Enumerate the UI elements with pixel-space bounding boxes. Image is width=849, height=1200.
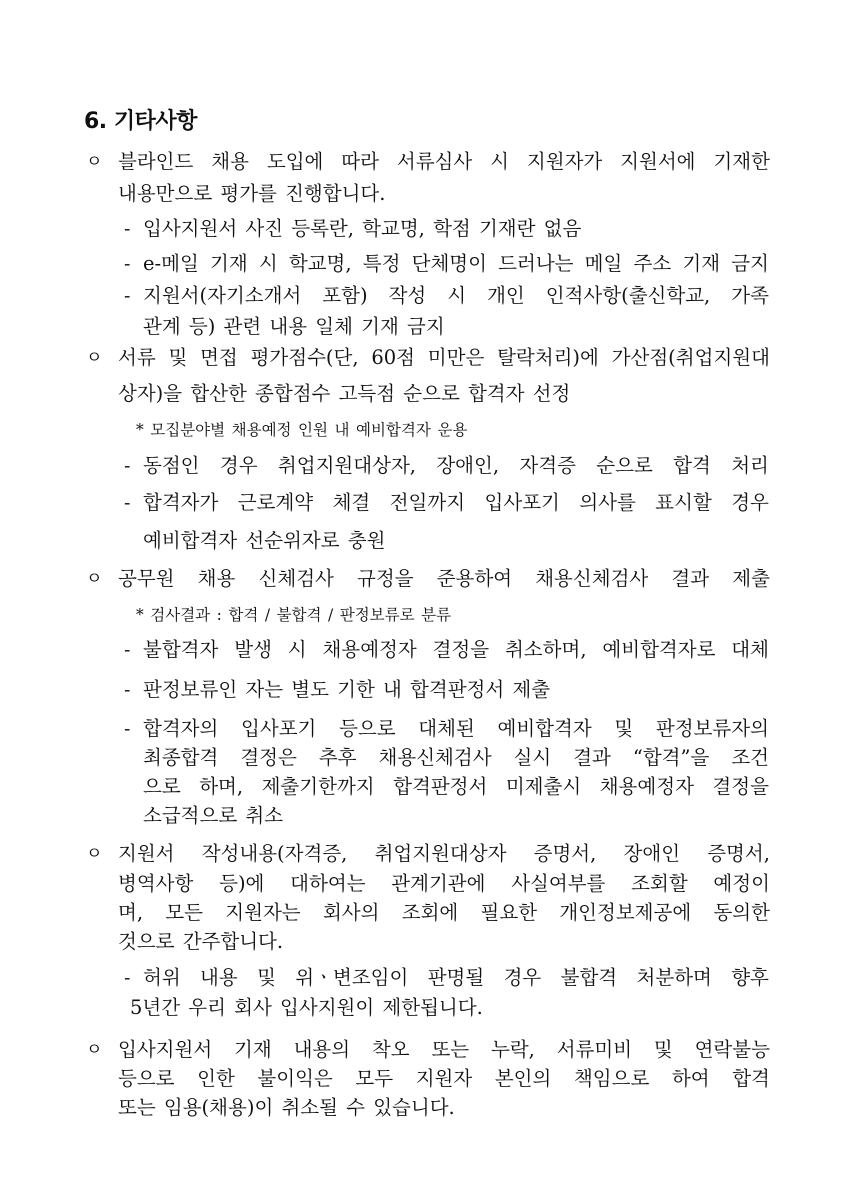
word: 입사지원서: [118, 1038, 213, 1061]
word: 대하여는: [290, 872, 366, 895]
word: /: [328, 606, 334, 624]
word: 처리: [731, 454, 769, 477]
word: 개인: [487, 284, 525, 307]
text-line: [118, 1096, 518, 1120]
word: 또는: [431, 1038, 470, 1061]
word: 포함): [322, 284, 368, 307]
word: 신체검사: [258, 567, 334, 590]
word: “합격”을: [632, 746, 710, 769]
word: 작성내용(자격증,: [201, 842, 348, 865]
word: 채용: [197, 567, 236, 590]
word: 채용예정: [231, 421, 292, 439]
word: 미제출시: [505, 775, 582, 798]
word: 제한됩니다.: [382, 996, 483, 1019]
text-line: [143, 315, 523, 339]
dash-marker: -: [124, 492, 131, 514]
word: 지원자: [415, 1067, 473, 1090]
word: :: [216, 606, 222, 624]
word: 순으로: [596, 454, 653, 477]
word: 제출: [732, 567, 770, 590]
word: 책임으로: [573, 1067, 650, 1090]
bullet-marker: ㅇ: [86, 152, 103, 172]
word: 증명서,: [533, 842, 597, 865]
word: 제출: [512, 678, 551, 701]
word: 준용하여: [436, 567, 513, 590]
word: 내용의: [293, 1038, 351, 1061]
word: 있습니다.: [373, 1096, 455, 1119]
word: 시: [287, 638, 307, 661]
text-line: [143, 252, 769, 276]
word: 등)에: [219, 872, 265, 895]
word: 공무원: [118, 567, 175, 590]
word: 조회할: [631, 872, 688, 895]
word: 충원: [347, 529, 386, 552]
word: 단체명이: [411, 252, 487, 275]
text-line: [143, 638, 769, 662]
word: 결과: [671, 567, 710, 590]
word: 규정을: [357, 567, 414, 590]
word: 증명서,: [707, 842, 770, 865]
word: 며,: [118, 901, 144, 924]
text-line: [143, 804, 313, 828]
word: 입사지원서: [143, 217, 238, 240]
word: 판정보류인: [143, 678, 238, 701]
word: 채용: [211, 150, 249, 173]
word: 인적사항(출신학교,: [545, 284, 711, 307]
text-line: [143, 491, 769, 515]
text-line: [118, 382, 638, 406]
word: *: [136, 421, 144, 439]
word: 검사결과: [150, 606, 211, 624]
word: 간주합니다.: [182, 930, 284, 953]
word: 추후: [318, 746, 357, 769]
text-line: [118, 872, 770, 896]
text-line: [136, 418, 566, 442]
word: 판명될: [427, 966, 485, 989]
word: 상자)을: [118, 382, 183, 405]
word: e-메일: [143, 252, 199, 275]
word: 지원자가: [526, 150, 603, 173]
word: 조건: [731, 746, 769, 769]
word: 동점인: [143, 454, 200, 477]
word: 특정: [362, 252, 401, 275]
text-line: [143, 217, 683, 241]
word: 결과: [573, 746, 611, 769]
word: 합격: [228, 606, 259, 624]
word: 드러나는: [498, 252, 574, 275]
word: 판정보류자의: [655, 717, 769, 740]
word: 회사의: [322, 901, 380, 924]
word: 학점: [433, 217, 471, 240]
bullet-marker: ㅇ: [86, 1040, 103, 1060]
word: 합격: [673, 454, 711, 477]
word: 경우: [731, 491, 769, 514]
word: 대체: [731, 638, 769, 661]
word: 모집분야별: [150, 421, 226, 439]
word: 체결: [332, 491, 371, 514]
word: 등): [188, 315, 216, 338]
text-line: [143, 529, 423, 553]
word: 예비합격자: [497, 717, 592, 740]
text-line: [143, 966, 769, 990]
word: 기재: [209, 252, 248, 275]
word: 으로: [143, 775, 181, 798]
dash-marker: -: [124, 253, 131, 275]
word: 취소: [245, 804, 284, 827]
word: 취소될: [281, 1096, 338, 1119]
word: 평가점수(단,: [250, 346, 359, 369]
word: 내용: [269, 315, 308, 338]
word: 결정을: [712, 775, 769, 798]
word: 대체된: [418, 717, 475, 740]
word: 지원서(자기소개서: [143, 284, 302, 307]
text-line: [130, 996, 550, 1020]
word: 진행합니다.: [285, 182, 386, 205]
dash-marker: -: [124, 218, 131, 240]
word: 학교명,: [362, 217, 425, 240]
word: 관계: [143, 315, 181, 338]
word: 인한: [197, 1067, 235, 1090]
bullet-marker: ㅇ: [86, 348, 103, 368]
word: 불합격자: [143, 638, 219, 661]
word: 따라: [341, 150, 379, 173]
word: 위ㆍ변조임이: [295, 966, 409, 989]
word: 평가를: [220, 182, 277, 205]
word: 시: [490, 150, 509, 173]
word: 내용: [200, 966, 238, 989]
word: 처분하며: [636, 966, 712, 989]
word: 실시: [513, 746, 552, 769]
word: 서류심사: [396, 150, 473, 173]
word: 관련: [223, 315, 262, 338]
text-line: [143, 746, 769, 770]
word: 사실여부를: [511, 872, 606, 895]
word: 모든: [165, 901, 204, 924]
word: 소급적으로: [143, 804, 238, 827]
word: 일체: [315, 315, 353, 338]
word: 메일: [584, 252, 623, 275]
word: 취소하며,: [504, 638, 587, 661]
word: 기재: [682, 252, 721, 275]
dash-marker: -: [124, 285, 131, 307]
word: 장애인,: [436, 454, 500, 477]
word: 시: [258, 252, 278, 275]
word: 내: [334, 421, 350, 439]
word: 지원자는: [225, 901, 301, 924]
word: 입사포기: [241, 717, 317, 740]
word: 도입에: [266, 150, 324, 173]
word: 병역사항: [118, 872, 194, 895]
word: 예비합격자로: [602, 638, 716, 661]
dash-marker: -: [124, 639, 131, 661]
word: 연락불능: [694, 1038, 770, 1061]
word: 미만은: [427, 346, 485, 369]
word: 60점: [371, 346, 415, 369]
word: 조회에: [401, 901, 459, 924]
text-line: [118, 150, 770, 174]
word: 지원서: [118, 842, 175, 865]
word: 합격: [732, 1067, 770, 1090]
word: 결정을: [432, 638, 490, 661]
word: 취업지원대상자,: [277, 454, 416, 477]
word: 서류미비: [556, 1038, 633, 1061]
word: 및: [614, 717, 634, 740]
word: 기재: [234, 1038, 272, 1061]
word: 인원: [298, 421, 328, 439]
word: 채용예정자: [599, 775, 694, 798]
word: 시: [447, 284, 467, 307]
word: 임용(채용)이: [163, 1096, 274, 1119]
word: 동의한: [713, 901, 770, 924]
text-line: [143, 454, 769, 478]
word: 표시할: [655, 491, 712, 514]
word: 결정은: [240, 746, 297, 769]
word: 및: [168, 346, 188, 369]
word: 및: [653, 1038, 673, 1061]
word: 예비합격자: [355, 421, 431, 439]
word: 내: [383, 678, 402, 701]
word: 면접: [200, 346, 238, 369]
word: 또는: [118, 1096, 156, 1119]
word: 분류: [421, 606, 452, 624]
word: 예정이: [713, 872, 770, 895]
word: 허위: [143, 966, 181, 989]
word: 고득점: [338, 382, 396, 405]
word: 합격자가: [143, 491, 219, 514]
word: 작성: [388, 284, 427, 307]
word: 판정보류로: [339, 606, 415, 624]
word: 가산점(취업지원대: [611, 346, 770, 369]
text-line: [136, 603, 556, 627]
word: 채용신체검사: [378, 746, 492, 769]
word: *: [136, 606, 144, 624]
word: 기재란: [478, 217, 536, 240]
word: 자는: [245, 678, 284, 701]
word: 모두: [355, 1067, 394, 1090]
word: 수: [346, 1096, 366, 1119]
text-line: [143, 775, 769, 799]
word: 개인정보제공에: [559, 901, 692, 924]
text-line: [143, 284, 769, 308]
bullet-marker: ㅇ: [86, 844, 103, 864]
word: 채용예정자: [322, 638, 417, 661]
word: 기재: [361, 315, 399, 338]
section-heading: 6. 기타사항: [84, 109, 197, 134]
word: 지원서에: [620, 150, 696, 173]
word: 합산한: [190, 382, 247, 405]
word: 선정: [532, 382, 571, 405]
word: 블라인드: [118, 150, 194, 173]
word: 경우: [503, 966, 542, 989]
word: 전일까지: [389, 491, 466, 514]
text-line: [118, 346, 770, 370]
word: 및: [257, 966, 276, 989]
word: 근로계약: [237, 491, 314, 514]
text-line: [143, 717, 769, 741]
word: 합격판정서: [410, 678, 505, 701]
word: 하여: [671, 1067, 710, 1090]
word: 예비합격자: [143, 529, 238, 552]
word: 5년간: [130, 996, 181, 1019]
word: 채용신체검사: [535, 567, 649, 590]
text-line: [118, 182, 438, 206]
word: 금지: [731, 252, 769, 275]
word: 누락,: [490, 1038, 535, 1061]
word: 주소: [633, 252, 672, 275]
word: 합격자의: [143, 717, 219, 740]
dash-marker: -: [124, 718, 131, 740]
word: 탈락처리)에: [497, 346, 599, 369]
word: 학교명,: [288, 252, 352, 275]
word: 취업지원대상자: [374, 842, 507, 865]
word: 자격증: [519, 454, 576, 477]
word: 불이익은: [257, 1067, 333, 1090]
text-line: [118, 930, 318, 954]
text-line: [118, 1067, 770, 1091]
word: 등으로: [118, 1067, 175, 1090]
word: 사진: [245, 217, 284, 240]
word: 발생: [234, 638, 272, 661]
word: 입사포기: [484, 491, 560, 514]
word: 없음: [543, 217, 582, 240]
text-line: [118, 1038, 770, 1062]
word: 등으로: [339, 717, 396, 740]
word: 가족: [731, 284, 769, 307]
word: 기재한: [713, 150, 770, 173]
word: 금지: [407, 315, 445, 338]
word: 합격자: [467, 382, 525, 405]
dash-marker: -: [124, 679, 131, 701]
word: 착오: [371, 1038, 410, 1061]
word: 서류: [118, 346, 156, 369]
word: 내용만으로: [118, 182, 213, 205]
word: 것으로: [118, 930, 175, 953]
word: /: [264, 606, 271, 624]
word: 등록란,: [291, 217, 354, 240]
word: 관계기관에: [391, 872, 486, 895]
word: 최종합격: [143, 746, 219, 769]
bullet-marker: ㅇ: [86, 569, 103, 589]
text-line: [118, 842, 770, 866]
dash-marker: -: [124, 455, 131, 477]
word: 필요한: [480, 901, 538, 924]
word: 장애인: [623, 842, 681, 865]
word: 의사를: [579, 491, 636, 514]
word: 별도: [291, 678, 329, 701]
word: 향후: [731, 966, 769, 989]
word: 순으로: [403, 382, 460, 405]
word: 제출기한까지: [261, 775, 375, 798]
word: 본인의: [494, 1067, 552, 1090]
word: 하며,: [199, 775, 244, 798]
text-line: [143, 678, 623, 702]
word: 종합점수: [255, 382, 331, 405]
word: 선순위자로: [245, 529, 340, 552]
word: 회사: [234, 996, 272, 1019]
word: 합격판정서: [393, 775, 488, 798]
word: 입사지원이: [280, 996, 375, 1019]
word: 불합격: [276, 606, 322, 624]
dash-marker: -: [124, 967, 131, 989]
text-line: [118, 567, 770, 591]
word: 운용: [437, 421, 468, 439]
word: 경우: [219, 454, 258, 477]
word: 우리: [188, 996, 226, 1019]
word: 기한: [337, 678, 375, 701]
word: 불합격: [560, 966, 618, 989]
text-line: [118, 901, 770, 925]
